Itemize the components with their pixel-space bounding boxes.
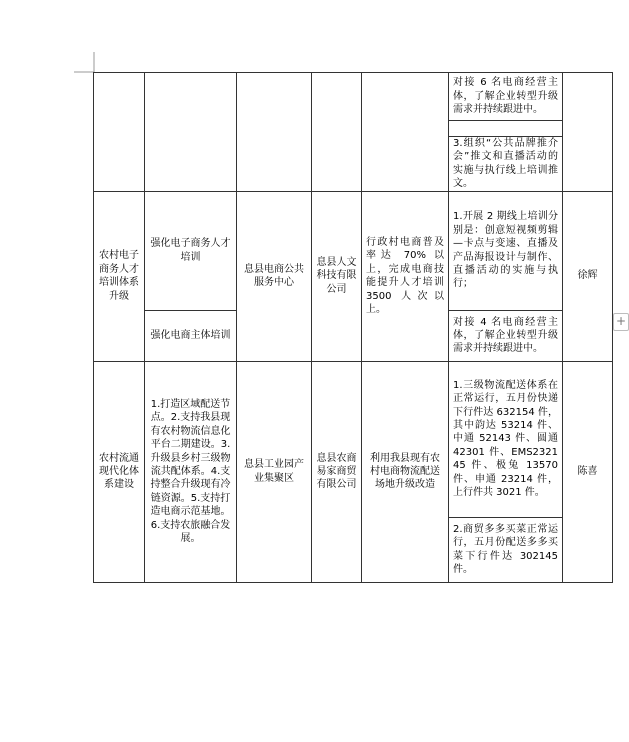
person-cell: 徐辉	[563, 191, 613, 361]
category-cell	[94, 73, 145, 192]
table-row	[94, 73, 613, 121]
content-cell	[145, 73, 237, 192]
progress-cell	[449, 121, 563, 137]
content-cell: 1.打造区域配送节点。2.支持我县现有农村物流信息化平台二期建设。3.升级县乡村三级物流共配体系。4.支持整合升级现有冷链资源。5.支持打造电商示范基地。6.支持农旅融合发展。	[145, 361, 237, 582]
progress-cell: 1.开展 2 期线上培训分别是：创意短视频剪辑—卡点与变速、直播及产品海报设计与制作、直播活动的实施与执行；	[449, 191, 563, 310]
progress-cell: 对接 6 名电商经营主体，了解企业转型升级需求并持续跟进中。	[449, 73, 563, 121]
content-cell: 强化电子商务人才培训	[145, 191, 237, 310]
progress-cell: 3.组织“公共品牌推介会”推文和直播活动的实施与执行线上培训推文。	[449, 137, 563, 192]
category-cell: 农村流通现代化体系建设	[94, 361, 145, 582]
partner-cell	[312, 73, 362, 192]
person-cell: 陈喜	[563, 361, 613, 582]
content-cell: 强化电商主体培训	[145, 310, 237, 361]
table-row	[94, 361, 613, 517]
progress-table	[93, 72, 613, 583]
target-cell: 行政村电商普及率达 70% 以上，完成电商技能提升人才培训 3500 人次以上。	[362, 191, 449, 361]
unit-cell: 息县电商公共服务中心	[237, 191, 312, 361]
partner-cell: 息县人文科技有限公司	[312, 191, 362, 361]
progress-cell: 对接 4 名电商经营主体，了解企业转型升级需求并持续跟进中。	[449, 310, 563, 361]
table-row	[94, 191, 613, 310]
category-cell: 农村电子商务人才培训体系升级	[94, 191, 145, 361]
progress-cell: 1.三级物流配送体系在正常运行，五月份快递下行件达 632154 件，其中韵达 53214 件、中通 52143 件、圆通 42301 件、EMS232145 件、极兔 13570 件、申通 23214 件，上行件共 3021 件。	[449, 361, 563, 517]
target-cell: 利用我县现有农村电商物流配送场地升级改造	[362, 361, 449, 582]
unit-cell: 息县工业园产业集聚区	[237, 361, 312, 582]
unit-cell	[237, 73, 312, 192]
progress-cell: 2.商贸多多买菜正常运行，五月份配送多多买菜下行件达 302145 件。	[449, 517, 563, 582]
target-cell	[362, 73, 449, 192]
plus-icon[interactable]: +	[613, 313, 629, 331]
partner-cell: 息县农商易家商贸有限公司	[312, 361, 362, 582]
person-cell	[563, 73, 613, 192]
